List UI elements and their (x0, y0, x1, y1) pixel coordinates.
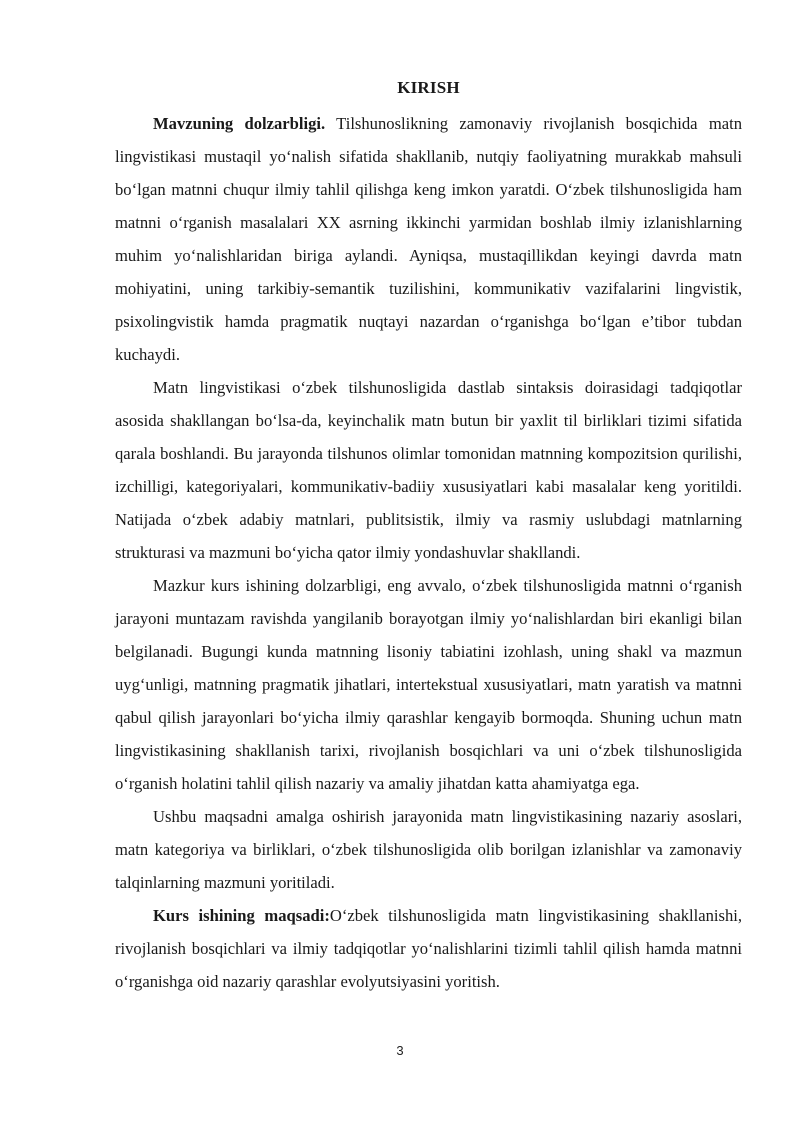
paragraph-text: O‘zbek tilshunosligida matn lingvistikasining shakllanishi, rivojlanish bosqichlari va ilmiy tadqiqotlar yo‘nalishlarini tizimli tahlil qilish hamda matnni o‘rganishga oid nazariy qarashlar evolyutsiyasini yoritish. (115, 906, 742, 991)
paragraph-lead: Kurs ishining maqsadi: (153, 906, 330, 925)
paragraph-text: Mazkur kurs ishining dolzarbligi, eng avvalo, o‘zbek tilshunosligida matnni o‘rganish jarayoni muntazam ravishda yangilanib borayotgan ilmiy yo‘nalishlardan biri ekanligi bilan belgilanadi. Bugungi kunda matnning lisoniy tabiatini izohlash, uning shakl va mazmun uyg‘unligi, matnning pragmatik jihatlari, intertekstual xususiyatlari, matn yaratish va matnni qabul qilish jarayonlari bo‘yicha ilmiy qarashlar kengayib bormoqda. Shuning uchun matn lingvistikasining shakllanish tarixi, rivojlanish bosqichlari va uni o‘zbek tilshunosligida o‘rganish holatini tahlil qilish nazariy va amaliy jihatdan katta ahamiyatga ega. (115, 576, 742, 793)
section-title: KIRISH (397, 78, 460, 97)
paragraph-course-relevance (115, 569, 742, 800)
paragraph-implementation (115, 800, 742, 899)
document-page (115, 76, 742, 998)
paragraph-course-goal (115, 899, 742, 998)
paragraph-relevance (115, 107, 742, 371)
page-number: 3 (396, 1043, 404, 1058)
paragraph-text: Tilshunoslikning zamonaviy rivojlanish bosqichida matn lingvistikasi mustaqil yo‘nalish sifatida shakllanib, nutqiy faoliyatning murakkab mahsuli bo‘lgan matnni chuqur ilmiy tahlil qilishga keng imkon yaratdi. O‘zbek tilshunosligida ham matnni o‘rganish masalalari XX asrning ikkinchi yarmidan boshlab ilmiy izlanishlarning muhim yo‘nalishlaridan biriga aylandi. Ayniqsa, mustaqillikdan keyingi davrda matn mohiyatini, uning tarkibiy-semantik tuzilishini, kommunikativ vazifalarini lingvistik, psixolingvistik hamda pragmatik nuqtayi nazardan o‘rganishga bo‘lgan e’tibor tubdan kuchaydi. (115, 114, 743, 364)
paragraph-text-linguistics (115, 371, 742, 569)
paragraph-text: Ushbu maqsadni amalga oshirish jarayonida matn lingvistikasining nazariy asoslari, matn kategoriya va birliklari, o‘zbek tilshunosligida olib borilgan izlanishlar va zamonaviy talqinlarning mazmuni yoritiladi. (115, 807, 742, 892)
paragraph-text: Matn lingvistikasi o‘zbek tilshunosligida dastlab sintaksis doirasidagi tadqiqotlar asosida shakllangan bo‘lsa-da, keyinchalik matn butun bir yaxlit til birliklari tizimi sifatida qarala boshlandi. Bu jarayonda tilshunos olimlar tomonidan matnning kompozitsion qurilishi, izchilligi, kategoriyalari, kommunikativ-badiiy xususiyatlari kabi masalalar keng yoritildi. Natijada o‘zbek adabiy matnlari, publitsistik, ilmiy va rasmiy uslubdagi matnlarning strukturasi va mazmuni bo‘yicha qator ilmiy yondashuvlar shakllandi. (115, 378, 742, 562)
paragraph-lead: Mavzuning dolzarbligi. (153, 114, 326, 133)
